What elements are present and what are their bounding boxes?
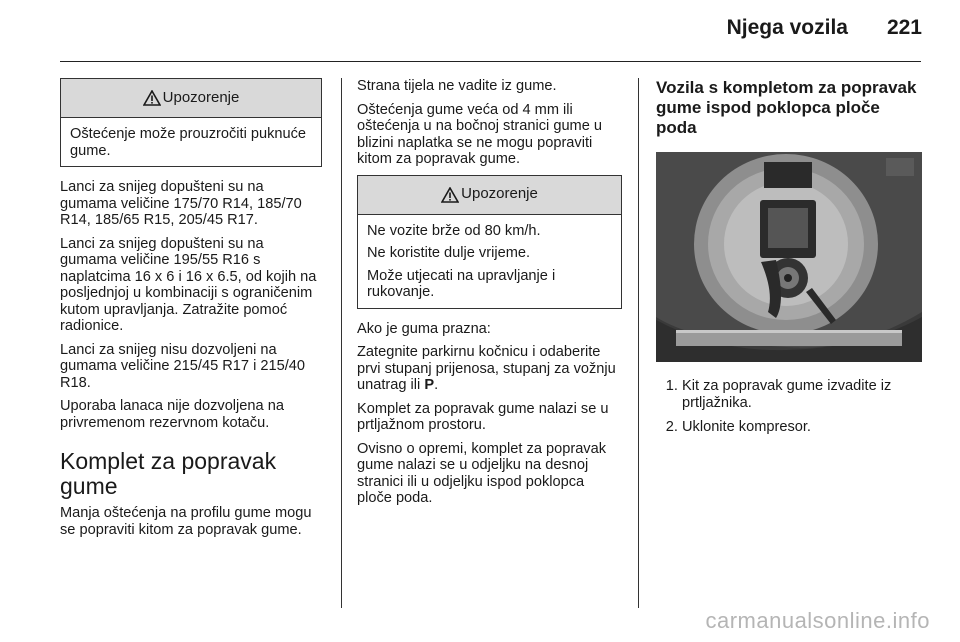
paragraph: Lanci za snijeg dopušteni su na gumama veličine 175/70 R14, 185/70 R14, 185/65 R15, 205/45 R17. bbox=[60, 179, 302, 228]
warning-line: Ne koristite dulje vrijeme. bbox=[367, 245, 531, 261]
paragraph-end: . bbox=[434, 377, 439, 393]
paragraph-text: Zategnite parkirnu kočnicu i odaberite prvi stupanj prijenosa, stupanj za vožnju unatrag ili bbox=[357, 344, 616, 393]
page-header-title: Njega vozila bbox=[726, 16, 848, 39]
section-title: Komplet za popravak gume bbox=[60, 448, 277, 499]
warning-triangle-icon bbox=[143, 90, 161, 106]
trunk-illustration bbox=[656, 152, 922, 362]
warning-box bbox=[60, 78, 322, 167]
trunk-repair-kit-photo bbox=[656, 152, 922, 362]
paragraph: Oštećenja gume veća od 4 mm ili oštećenja u na bočnoj stranici gume u blizini naplatka se ne mogu popraviti kitom za popravak gume. bbox=[357, 101, 603, 167]
page-number: 221 bbox=[886, 16, 922, 39]
subsection-title: Vozila s kompletom za popravak gume ispod poklopca ploče poda bbox=[656, 78, 917, 137]
steps-list bbox=[656, 378, 922, 436]
paragraph: Ovisno o opremi, komplet za popravak gume nalazi se u odjeljku na desnoj stranici ili u odjeljku ispod poklopca ploče poda. bbox=[357, 440, 607, 506]
warning-line: Ne vozite brže od 80 km/h. bbox=[367, 222, 541, 239]
header-rule bbox=[60, 61, 921, 62]
column-divider bbox=[341, 78, 342, 608]
warning-title: Upozorenje bbox=[461, 185, 538, 203]
step-item: 2. Uklonite kompresor. bbox=[682, 419, 922, 436]
warning-header bbox=[358, 176, 621, 215]
warning-box bbox=[357, 175, 622, 309]
gear-p-symbol: P bbox=[424, 377, 435, 393]
watermark: carmanualsonline.info bbox=[705, 608, 930, 633]
paragraph: Lanci za snijeg dopušteni su na gumama veličine 195/55 R16 s naplatcima 16 x 6 i 16 x 6.5, od kojih na posljednjoj u kombinaciji s ograničenim kutom upravljanja. Zatražite pomoć radionice. bbox=[60, 235, 317, 334]
warning-header bbox=[61, 79, 321, 118]
column-2 bbox=[357, 78, 622, 514]
warning-text: Oštećenje može prouzročiti puknuće gume. bbox=[70, 126, 307, 159]
column-1 bbox=[60, 78, 322, 545]
warning-line: Može utjecati na upravljanje i rukovanje. bbox=[367, 267, 556, 300]
column-3 bbox=[656, 78, 922, 444]
paragraph: Manja oštećenja na profilu gume mogu se popraviti kitom za popravak gume. bbox=[60, 505, 312, 538]
warning-triangle-icon bbox=[441, 187, 459, 203]
paragraph: Lanci za snijeg nisu dozvoljeni na gumama veličine 215/45 R17 i 215/40 R18. bbox=[60, 341, 306, 391]
column-divider bbox=[638, 78, 639, 608]
paragraph: Komplet za popravak gume nalazi se u prtljažnom prostoru. bbox=[357, 400, 609, 433]
paragraph bbox=[357, 344, 622, 394]
step-item: 1. Kit za popravak gume izvadite iz prtljažnika. bbox=[682, 378, 922, 411]
paragraph: Uporaba lanaca nije dozvoljena na privremenom rezervnom kotaču. bbox=[60, 398, 284, 431]
paragraph: Ako je guma prazna: bbox=[357, 320, 491, 337]
warning-title: Upozorenje bbox=[162, 88, 240, 106]
paragraph: Strana tijela ne vadite iz gume. bbox=[357, 78, 557, 94]
